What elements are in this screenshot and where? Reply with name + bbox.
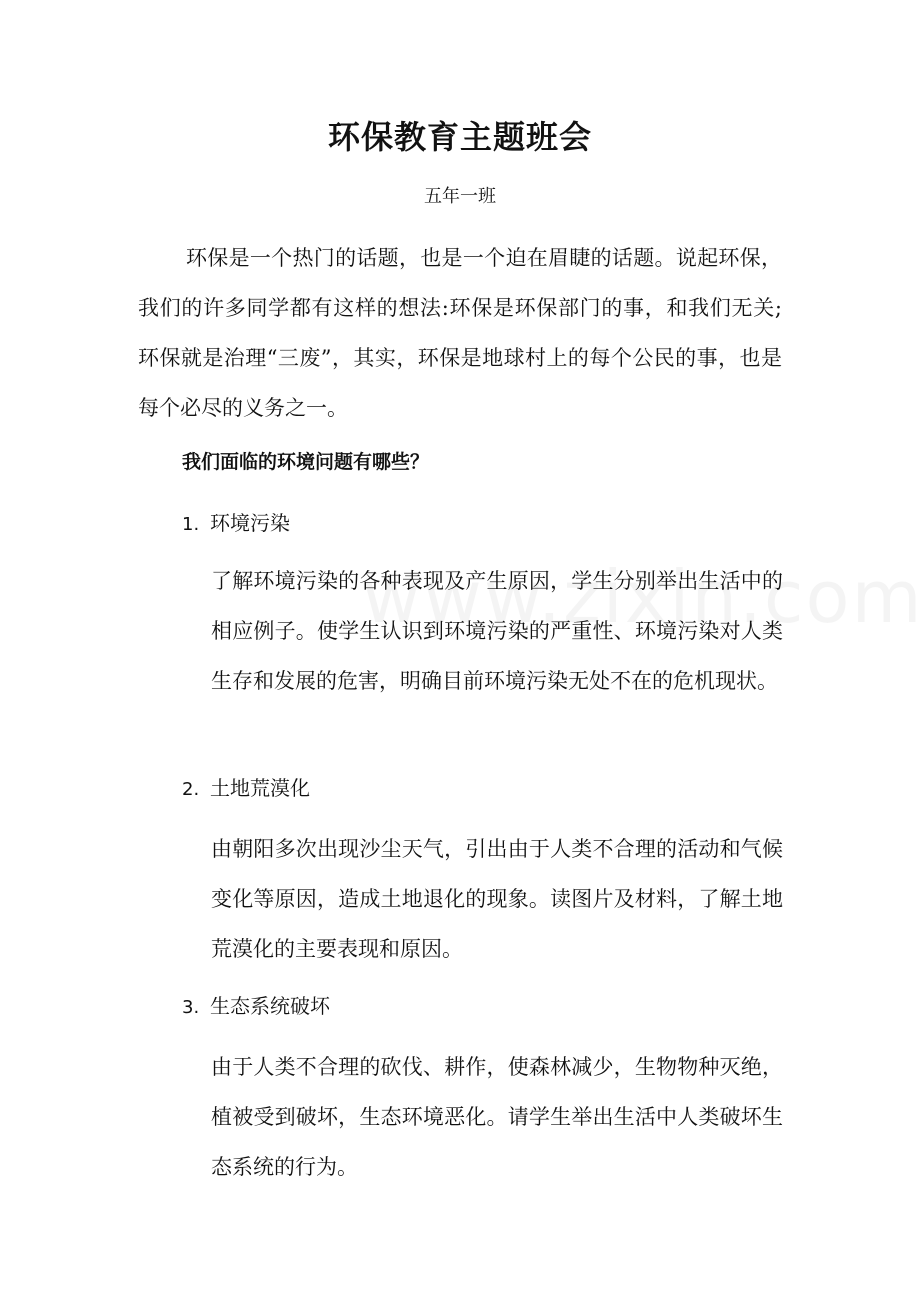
list-item-title-1	[182, 503, 290, 545]
list-item-body-3: 由于人类不合理的砍伐、耕作，使森林减少，生物物种灭绝，植被受到破坏，生态环境恶化。请学生举出生活中人类破坏生态系统的行为。	[211, 1055, 783, 1179]
intro-paragraph: 环保是一个热门的话题，也是一个迫在眉睫的话题。说起环保，我们的许多同学都有这样的想法:环保是环保部门的事，和我们无关;环保就是治理“三废”，其实，环保是地球村上的每个公民的事，也是每个必尽的义务之一。	[138, 246, 782, 420]
list-item-label: 生态系统破坏	[210, 994, 330, 1018]
list-item-title-2	[182, 768, 310, 810]
section-heading: 我们面临的环境问题有哪些？	[182, 451, 430, 473]
document-subtitle: 五年一班	[424, 186, 496, 207]
list-item-title-3	[182, 986, 330, 1028]
list-item-body-2: 由朝阳多次出现沙尘天气，引出由于人类不合理的活动和气候变化等原因，造成土地退化的现象。读图片及材料，了解土地荒漠化的主要表现和原因。	[211, 837, 783, 961]
list-item-label: 土地荒漠化	[210, 776, 310, 800]
list-item-label: 环境污染	[210, 511, 290, 535]
list-item-body-1: 了解环境污染的各种表现及产生原因，学生分别举出生活中的相应例子。使学生认识到环境污染的严重性、环境污染对人类生存和发展的危害，明确目前环境污染无处不在的危机现状。	[211, 569, 783, 693]
list-item-number: 1.	[182, 514, 200, 535]
list-item-number: 3.	[182, 997, 200, 1018]
document-title: 环保教育主题班会	[327, 118, 592, 156]
list-item-number: 2.	[182, 779, 200, 800]
